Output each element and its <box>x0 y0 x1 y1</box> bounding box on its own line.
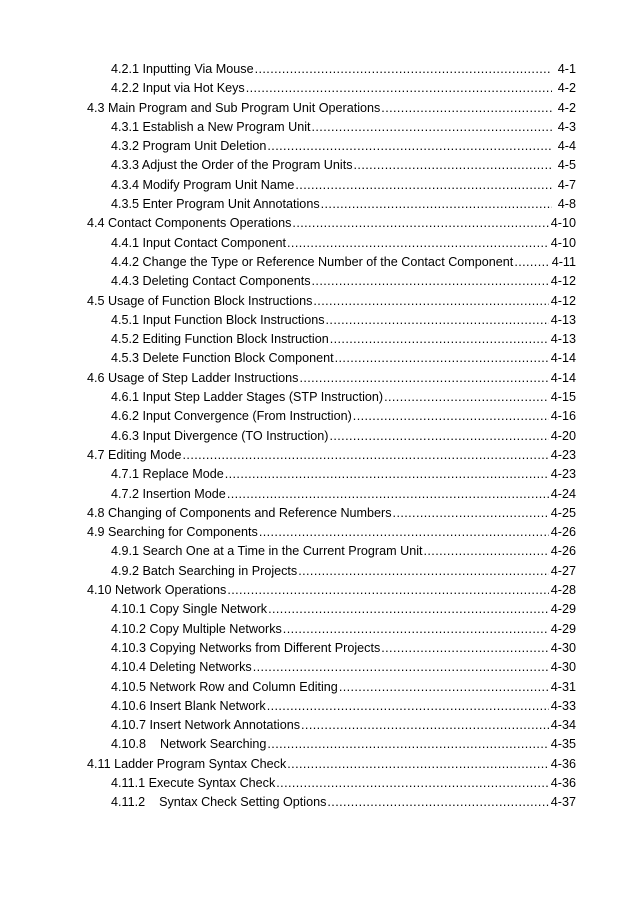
dot-leader <box>354 156 553 175</box>
toc-entry-page-number: 4-13 <box>550 312 576 327</box>
toc-entry-page-number: 4-4 <box>554 139 576 154</box>
toc-entry-title: 4.8 Changing of Components and Reference Numbers <box>87 505 392 520</box>
toc-entry[interactable] <box>0 774 576 793</box>
dot-leader <box>287 234 549 253</box>
dot-leader <box>292 214 548 233</box>
toc-entry-title: 4.9.1 Search One at a Time in the Current Program Unit <box>111 544 423 559</box>
toc-entry[interactable] <box>0 581 576 600</box>
dot-leader <box>384 388 549 407</box>
dot-leader <box>339 678 549 697</box>
dot-leader <box>299 369 548 388</box>
toc-entry-page-number: 4-25 <box>550 505 576 520</box>
toc-entry-title: 4.6.2 Input Convergence (From Instruction) <box>111 409 352 424</box>
toc-entry-page-number: 4-14 <box>550 370 576 385</box>
toc-entry[interactable] <box>0 716 576 735</box>
dot-leader <box>183 446 549 465</box>
toc-entry-page-number: 4-26 <box>550 544 576 559</box>
dot-leader <box>312 272 549 291</box>
toc-entry[interactable] <box>0 60 576 79</box>
toc-entry[interactable] <box>0 658 576 677</box>
toc-entry[interactable] <box>0 330 576 349</box>
toc-entry-title: 4.4 Contact Components Operations <box>87 216 292 231</box>
dot-leader <box>259 523 549 542</box>
toc-entry-page-number: 4-7 <box>554 177 576 192</box>
toc-entry[interactable] <box>0 253 576 272</box>
toc-entry-title: 4.11 Ladder Program Syntax Check <box>87 756 287 771</box>
toc-entry[interactable] <box>0 446 576 465</box>
dot-leader <box>329 427 548 446</box>
toc-entry-page-number: 4-27 <box>550 563 576 578</box>
toc-entry-page-number: 4-10 <box>550 216 576 231</box>
toc-entry[interactable] <box>0 620 576 639</box>
toc-entry-title: 4.5.3 Delete Function Block Component <box>111 351 334 366</box>
toc-entry-page-number: 4-2 <box>554 81 576 96</box>
toc-entry-title: 4.10 Network Operations <box>87 583 227 598</box>
toc-entry-title: 4.9 Searching for Components <box>87 525 258 540</box>
toc-entry-title: 4.9.2 Batch Searching in Projects <box>111 563 298 578</box>
dot-leader <box>330 330 549 349</box>
toc-entry-page-number: 4-10 <box>550 235 576 250</box>
toc-entry-page-number: 4-30 <box>550 640 576 655</box>
toc-entry-title: 4.10.4 Deleting Networks <box>111 660 252 675</box>
toc-entry-page-number: 4-33 <box>550 698 576 713</box>
dot-leader <box>268 600 549 619</box>
toc-entry-page-number: 4-36 <box>550 775 576 790</box>
dot-leader <box>225 465 549 484</box>
toc-entry[interactable] <box>0 349 576 368</box>
toc-entry[interactable] <box>0 485 576 504</box>
dot-leader <box>424 542 549 561</box>
toc-entry[interactable] <box>0 600 576 619</box>
toc-entry-title: 4.6 Usage of Step Ladder Instructions <box>87 370 299 385</box>
toc-entry[interactable] <box>0 292 576 311</box>
toc-entry-title: 4.3.5 Enter Program Unit Annotations <box>111 197 320 212</box>
toc-entry-title: 4.10.7 Insert Network Annotations <box>111 718 301 733</box>
toc-entry[interactable] <box>0 562 576 581</box>
toc-entry-page-number: 4-5 <box>554 158 576 173</box>
dot-leader <box>301 716 549 735</box>
dot-leader <box>393 504 549 523</box>
toc-entry-page-number: 4-2 <box>554 100 576 115</box>
toc-entry-page-number: 4-24 <box>550 486 576 501</box>
toc-entry-title: 4.4.2 Change the Type or Reference Number of the Contact Component <box>111 254 514 269</box>
toc-entry-title: 4.7.1 Replace Mode <box>111 467 224 482</box>
toc-entry[interactable] <box>0 176 576 195</box>
toc-entry-title: 4.10.5 Network Row and Column Editing <box>111 679 338 694</box>
toc-entry-page-number: 4-37 <box>550 795 576 810</box>
toc-entry-title: 4.3.1 Establish a New Program Unit <box>111 119 311 134</box>
dot-leader <box>255 60 553 79</box>
toc-entry-title: 4.10.1 Copy Single Network <box>111 602 268 617</box>
toc-entry-title: 4.4.1 Input Contact Component <box>111 235 287 250</box>
toc-entry[interactable] <box>0 156 576 175</box>
toc-entry-title: 4.11.2 Syntax Check Setting Options <box>111 795 327 810</box>
toc-entry[interactable] <box>0 388 576 407</box>
toc-entry[interactable] <box>0 369 576 388</box>
toc-entry-page-number: 4-11 <box>551 254 576 269</box>
dot-leader <box>295 176 552 195</box>
toc-entry[interactable] <box>0 427 576 446</box>
toc-entry-title: 4.10.3 Copying Networks from Different Projects <box>111 640 381 655</box>
toc-entry-title: 4.3.2 Program Unit Deletion <box>111 139 267 154</box>
toc-entry[interactable] <box>0 234 576 253</box>
toc-entry[interactable] <box>0 735 576 754</box>
dot-leader <box>298 562 549 581</box>
toc-entry[interactable] <box>0 523 576 542</box>
toc-entry-title: 4.10.6 Insert Blank Network <box>111 698 266 713</box>
dot-leader <box>353 407 549 426</box>
toc-entry[interactable] <box>0 311 576 330</box>
toc-entry[interactable] <box>0 793 576 812</box>
toc-entry-page-number: 4-36 <box>550 756 576 771</box>
toc-entry-page-number: 4-26 <box>550 525 576 540</box>
toc-entry-page-number: 4-31 <box>550 679 576 694</box>
dot-leader <box>381 639 549 658</box>
dot-leader <box>287 755 549 774</box>
dot-leader <box>267 137 552 156</box>
toc-entry-page-number: 4-35 <box>550 737 576 752</box>
toc-entry-page-number: 4-16 <box>550 409 576 424</box>
toc-entry-page-number: 4-28 <box>550 583 576 598</box>
toc-entry-page-number: 4-29 <box>550 602 576 617</box>
toc-entry-page-number: 4-23 <box>550 447 576 462</box>
toc-entry-title: 4.5.1 Input Function Block Instructions <box>111 312 325 327</box>
toc-entry-page-number: 4-34 <box>550 718 576 733</box>
toc-entry-title: 4.10.2 Copy Multiple Networks <box>111 621 282 636</box>
toc-entry[interactable] <box>0 99 576 118</box>
toc-entry-title: 4.2.1 Inputting Via Mouse <box>111 62 254 76</box>
toc-entry-title: 4.6.1 Input Step Ladder Stages (STP Instruction) <box>111 390 384 405</box>
toc-entry[interactable] <box>0 79 576 98</box>
table-of-contents <box>0 60 638 813</box>
dot-leader <box>283 620 549 639</box>
dot-leader <box>326 311 549 330</box>
dot-leader <box>267 735 548 754</box>
toc-entry-title: 4.3.4 Modify Program Unit Name <box>111 177 295 192</box>
toc-entry[interactable] <box>0 678 576 697</box>
toc-entry[interactable] <box>0 697 576 716</box>
toc-entry-title: 4.4.3 Deleting Contact Components <box>111 274 311 289</box>
toc-entry-page-number: 4-30 <box>550 660 576 675</box>
dot-leader <box>253 658 549 677</box>
toc-entry-page-number: 4-14 <box>550 351 576 366</box>
toc-entry-title: 4.10.8 Network Searching <box>111 737 267 752</box>
dot-leader <box>327 793 548 812</box>
toc-entry-page-number: 4-29 <box>550 621 576 636</box>
toc-entry-page-number: 4-12 <box>550 293 576 308</box>
toc-entry-page-number: 4-23 <box>550 467 576 482</box>
toc-entry-page-number: 4-15 <box>550 390 576 405</box>
toc-entry[interactable] <box>0 504 576 523</box>
toc-entry[interactable] <box>0 118 576 137</box>
dot-leader <box>514 253 549 272</box>
toc-entry[interactable] <box>0 272 576 291</box>
toc-entry[interactable] <box>0 137 576 156</box>
toc-entry-page-number: 4-12 <box>550 274 576 289</box>
toc-entry-title: 4.11.1 Execute Syntax Check <box>111 775 276 790</box>
toc-entry[interactable] <box>0 639 576 658</box>
toc-entry-title: 4.2.2 Input via Hot Keys <box>111 81 245 96</box>
toc-entry[interactable] <box>0 195 576 214</box>
toc-entry[interactable] <box>0 542 576 561</box>
toc-entry[interactable] <box>0 407 576 426</box>
dot-leader <box>335 349 549 368</box>
dot-leader <box>267 697 549 716</box>
toc-entry-title: 4.7 Editing Mode <box>87 447 182 462</box>
dot-leader <box>321 195 553 214</box>
dot-leader <box>381 99 552 118</box>
toc-entry-page-number: 4-13 <box>550 332 576 347</box>
toc-entry-title: 4.7.2 Insertion Mode <box>111 486 226 501</box>
toc-entry-title: 4.5 Usage of Function Block Instructions <box>87 293 313 308</box>
toc-entry-title: 4.5.2 Editing Function Block Instruction <box>111 332 329 347</box>
toc-entry-title: 4.3.3 Adjust the Order of the Program Units <box>111 158 353 173</box>
toc-entry-page-number: 4-1 <box>554 62 576 76</box>
toc-entry-page-number: 4-20 <box>550 428 576 443</box>
dot-leader <box>312 118 553 137</box>
toc-entry[interactable] <box>0 755 576 774</box>
toc-entry[interactable] <box>0 465 576 484</box>
toc-entry-title: 4.3 Main Program and Sub Program Unit Operations <box>87 100 381 115</box>
toc-entry[interactable] <box>0 214 576 233</box>
dot-leader <box>246 79 553 98</box>
dot-leader <box>227 581 548 600</box>
toc-entry-page-number: 4-3 <box>554 119 576 134</box>
dot-leader <box>227 485 549 504</box>
dot-leader <box>276 774 549 793</box>
toc-entry-title: 4.6.3 Input Divergence (TO Instruction) <box>111 428 329 443</box>
toc-entry-page-number: 4-8 <box>554 197 576 212</box>
dot-leader <box>313 292 548 311</box>
